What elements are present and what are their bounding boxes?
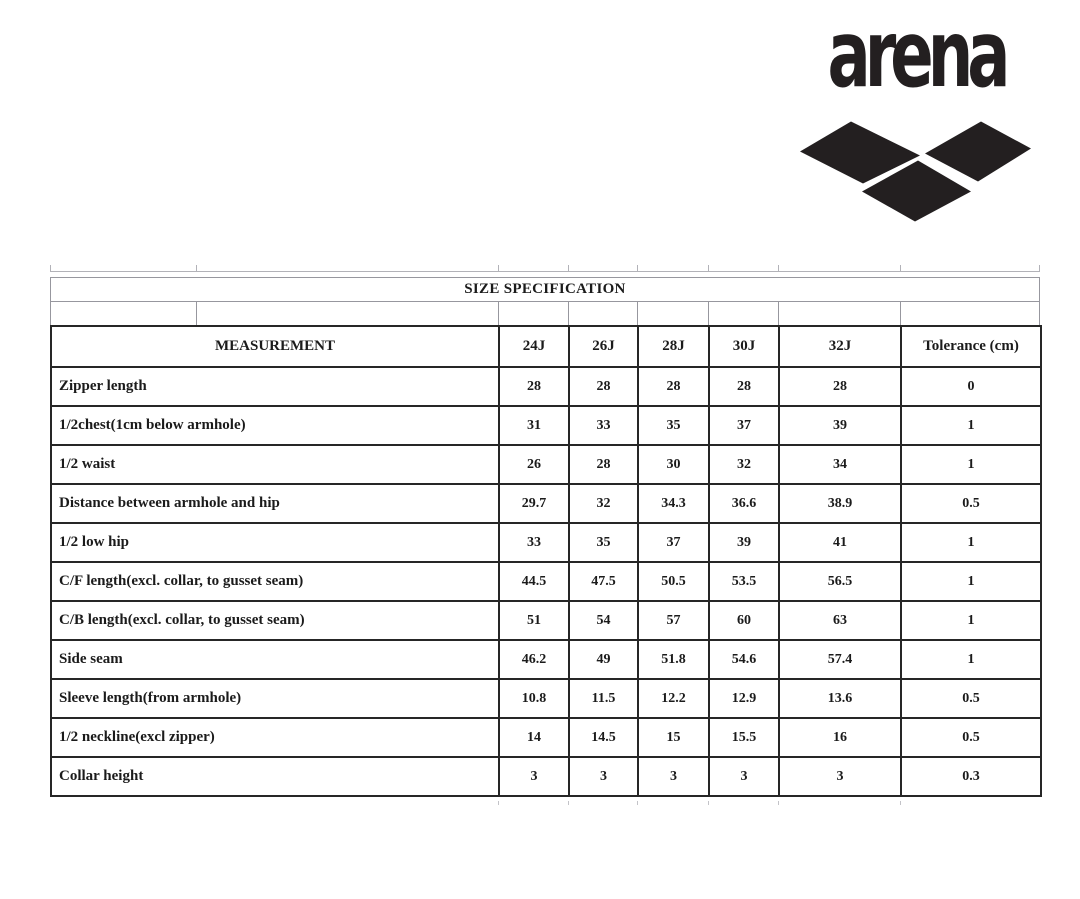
size-value-cell: 3 (709, 757, 779, 796)
size-value-cell: 33 (569, 406, 638, 445)
size-value-cell: 56.5 (779, 562, 901, 601)
size-value-cell: 34 (779, 445, 901, 484)
size-value-cell: 49 (569, 640, 638, 679)
arena-diamonds-icon (798, 118, 1033, 224)
table-row (51, 523, 1041, 562)
grid-remnants (50, 801, 1040, 806)
size-value-cell: 35 (569, 523, 638, 562)
size-value-cell: 3 (499, 757, 569, 796)
grid-tick (196, 265, 197, 271)
measurement-header: MEASUREMENT (51, 326, 499, 367)
size-value-cell: 28 (638, 367, 709, 406)
size-value-cell: 57 (638, 601, 709, 640)
size-value-cell: 32 (569, 484, 638, 523)
row-label: 1/2chest(1cm below armhole) (51, 406, 499, 445)
tolerance-cell: 1 (901, 601, 1041, 640)
row-label: Zipper length (51, 367, 499, 406)
size-value-cell: 39 (709, 523, 779, 562)
size-value-cell: 47.5 (569, 562, 638, 601)
row-label: Collar height (51, 757, 499, 796)
size-value-cell: 50.5 (638, 562, 709, 601)
grid-tick (637, 265, 638, 271)
tolerance-cell: 1 (901, 640, 1041, 679)
size-value-cell: 28 (709, 367, 779, 406)
size-value-cell: 11.5 (569, 679, 638, 718)
size-value-cell: 51.8 (638, 640, 709, 679)
grid-tick (568, 265, 569, 271)
grid-line (708, 302, 709, 325)
grid-tick (637, 801, 638, 805)
size-value-cell: 26 (499, 445, 569, 484)
table-row (51, 718, 1041, 757)
grid-line (498, 302, 499, 325)
table-body (51, 367, 1041, 796)
tolerance-cell: 0.5 (901, 484, 1041, 523)
size-value-cell: 63 (779, 601, 901, 640)
table-row (51, 484, 1041, 523)
tolerance-cell: 0.5 (901, 679, 1041, 718)
table-header-row (51, 326, 1041, 367)
size-value-cell: 10.8 (499, 679, 569, 718)
row-label: Side seam (51, 640, 499, 679)
size-value-cell: 28 (499, 367, 569, 406)
size-value-cell: 13.6 (779, 679, 901, 718)
arena-wordmark: arena (827, 1, 1005, 110)
spec-table (50, 325, 1042, 797)
grid-tick (778, 265, 779, 271)
grid-tick (498, 265, 499, 271)
table-row (51, 601, 1041, 640)
size-value-cell: 15 (638, 718, 709, 757)
row-label: Sleeve length(from armhole) (51, 679, 499, 718)
size-value-cell: 14 (499, 718, 569, 757)
grid-line (778, 302, 779, 325)
table-row (51, 679, 1041, 718)
grid-tick (708, 801, 709, 805)
row-label: 1/2 low hip (51, 523, 499, 562)
size-value-cell: 31 (499, 406, 569, 445)
size-value-cell: 3 (569, 757, 638, 796)
grid-ruler (50, 264, 1040, 272)
size-value-cell: 14.5 (569, 718, 638, 757)
tolerance-cell: 1 (901, 562, 1041, 601)
size-value-cell: 37 (709, 406, 779, 445)
size-value-cell: 28 (779, 367, 901, 406)
grid-tick (778, 801, 779, 805)
size-value-cell: 15.5 (709, 718, 779, 757)
grid-line (637, 302, 638, 325)
grid-line (900, 302, 901, 325)
spacer-row (50, 301, 1040, 326)
brand-logo (795, 1, 1037, 228)
size-value-cell: 38.9 (779, 484, 901, 523)
size-value-cell: 36.6 (709, 484, 779, 523)
size-column-header: 32J (779, 326, 901, 367)
size-value-cell: 32 (709, 445, 779, 484)
size-value-cell: 57.4 (779, 640, 901, 679)
size-value-cell: 53.5 (709, 562, 779, 601)
grid-tick (568, 801, 569, 805)
size-value-cell: 28 (569, 367, 638, 406)
tolerance-cell: 0.5 (901, 718, 1041, 757)
size-value-cell: 46.2 (499, 640, 569, 679)
size-value-cell: 29.7 (499, 484, 569, 523)
size-value-cell: 3 (638, 757, 709, 796)
tolerance-cell: 1 (901, 445, 1041, 484)
size-value-cell: 30 (638, 445, 709, 484)
size-column-header: 30J (709, 326, 779, 367)
table-row (51, 367, 1041, 406)
row-label: 1/2 neckline(excl zipper) (51, 718, 499, 757)
size-column-header: 26J (569, 326, 638, 367)
grid-line (196, 302, 197, 325)
size-value-cell: 60 (709, 601, 779, 640)
table-row (51, 640, 1041, 679)
size-value-cell: 39 (779, 406, 901, 445)
tolerance-cell: 1 (901, 523, 1041, 562)
size-column-header: 28J (638, 326, 709, 367)
size-value-cell: 54 (569, 601, 638, 640)
size-value-cell: 12.9 (709, 679, 779, 718)
size-column-header: 24J (499, 326, 569, 367)
tolerance-cell: 0 (901, 367, 1041, 406)
size-value-cell: 3 (779, 757, 901, 796)
grid-line (568, 302, 569, 325)
table-row (51, 757, 1041, 796)
size-value-cell: 33 (499, 523, 569, 562)
size-value-cell: 44.5 (499, 562, 569, 601)
size-value-cell: 35 (638, 406, 709, 445)
grid-tick (498, 801, 499, 805)
size-value-cell: 37 (638, 523, 709, 562)
grid-tick (900, 801, 901, 805)
tolerance-header: Tolerance (cm) (901, 326, 1041, 367)
grid-tick (50, 265, 51, 271)
size-value-cell: 34.3 (638, 484, 709, 523)
row-label: C/F length(excl. collar, to gusset seam) (51, 562, 499, 601)
row-label: C/B length(excl. collar, to gusset seam) (51, 601, 499, 640)
table-row (51, 406, 1041, 445)
tolerance-cell: 0.3 (901, 757, 1041, 796)
size-value-cell: 16 (779, 718, 901, 757)
table-row (51, 445, 1041, 484)
grid-tick (900, 265, 901, 271)
size-value-cell: 54.6 (709, 640, 779, 679)
tolerance-cell: 1 (901, 406, 1041, 445)
size-value-cell: 41 (779, 523, 901, 562)
size-value-cell: 12.2 (638, 679, 709, 718)
grid-tick (708, 265, 709, 271)
size-value-cell: 51 (499, 601, 569, 640)
table-row (51, 562, 1041, 601)
row-label: Distance between armhole and hip (51, 484, 499, 523)
size-spec-title: SIZE SPECIFICATION (50, 277, 1040, 302)
grid-tick (1039, 265, 1040, 271)
size-value-cell: 28 (569, 445, 638, 484)
row-label: 1/2 waist (51, 445, 499, 484)
